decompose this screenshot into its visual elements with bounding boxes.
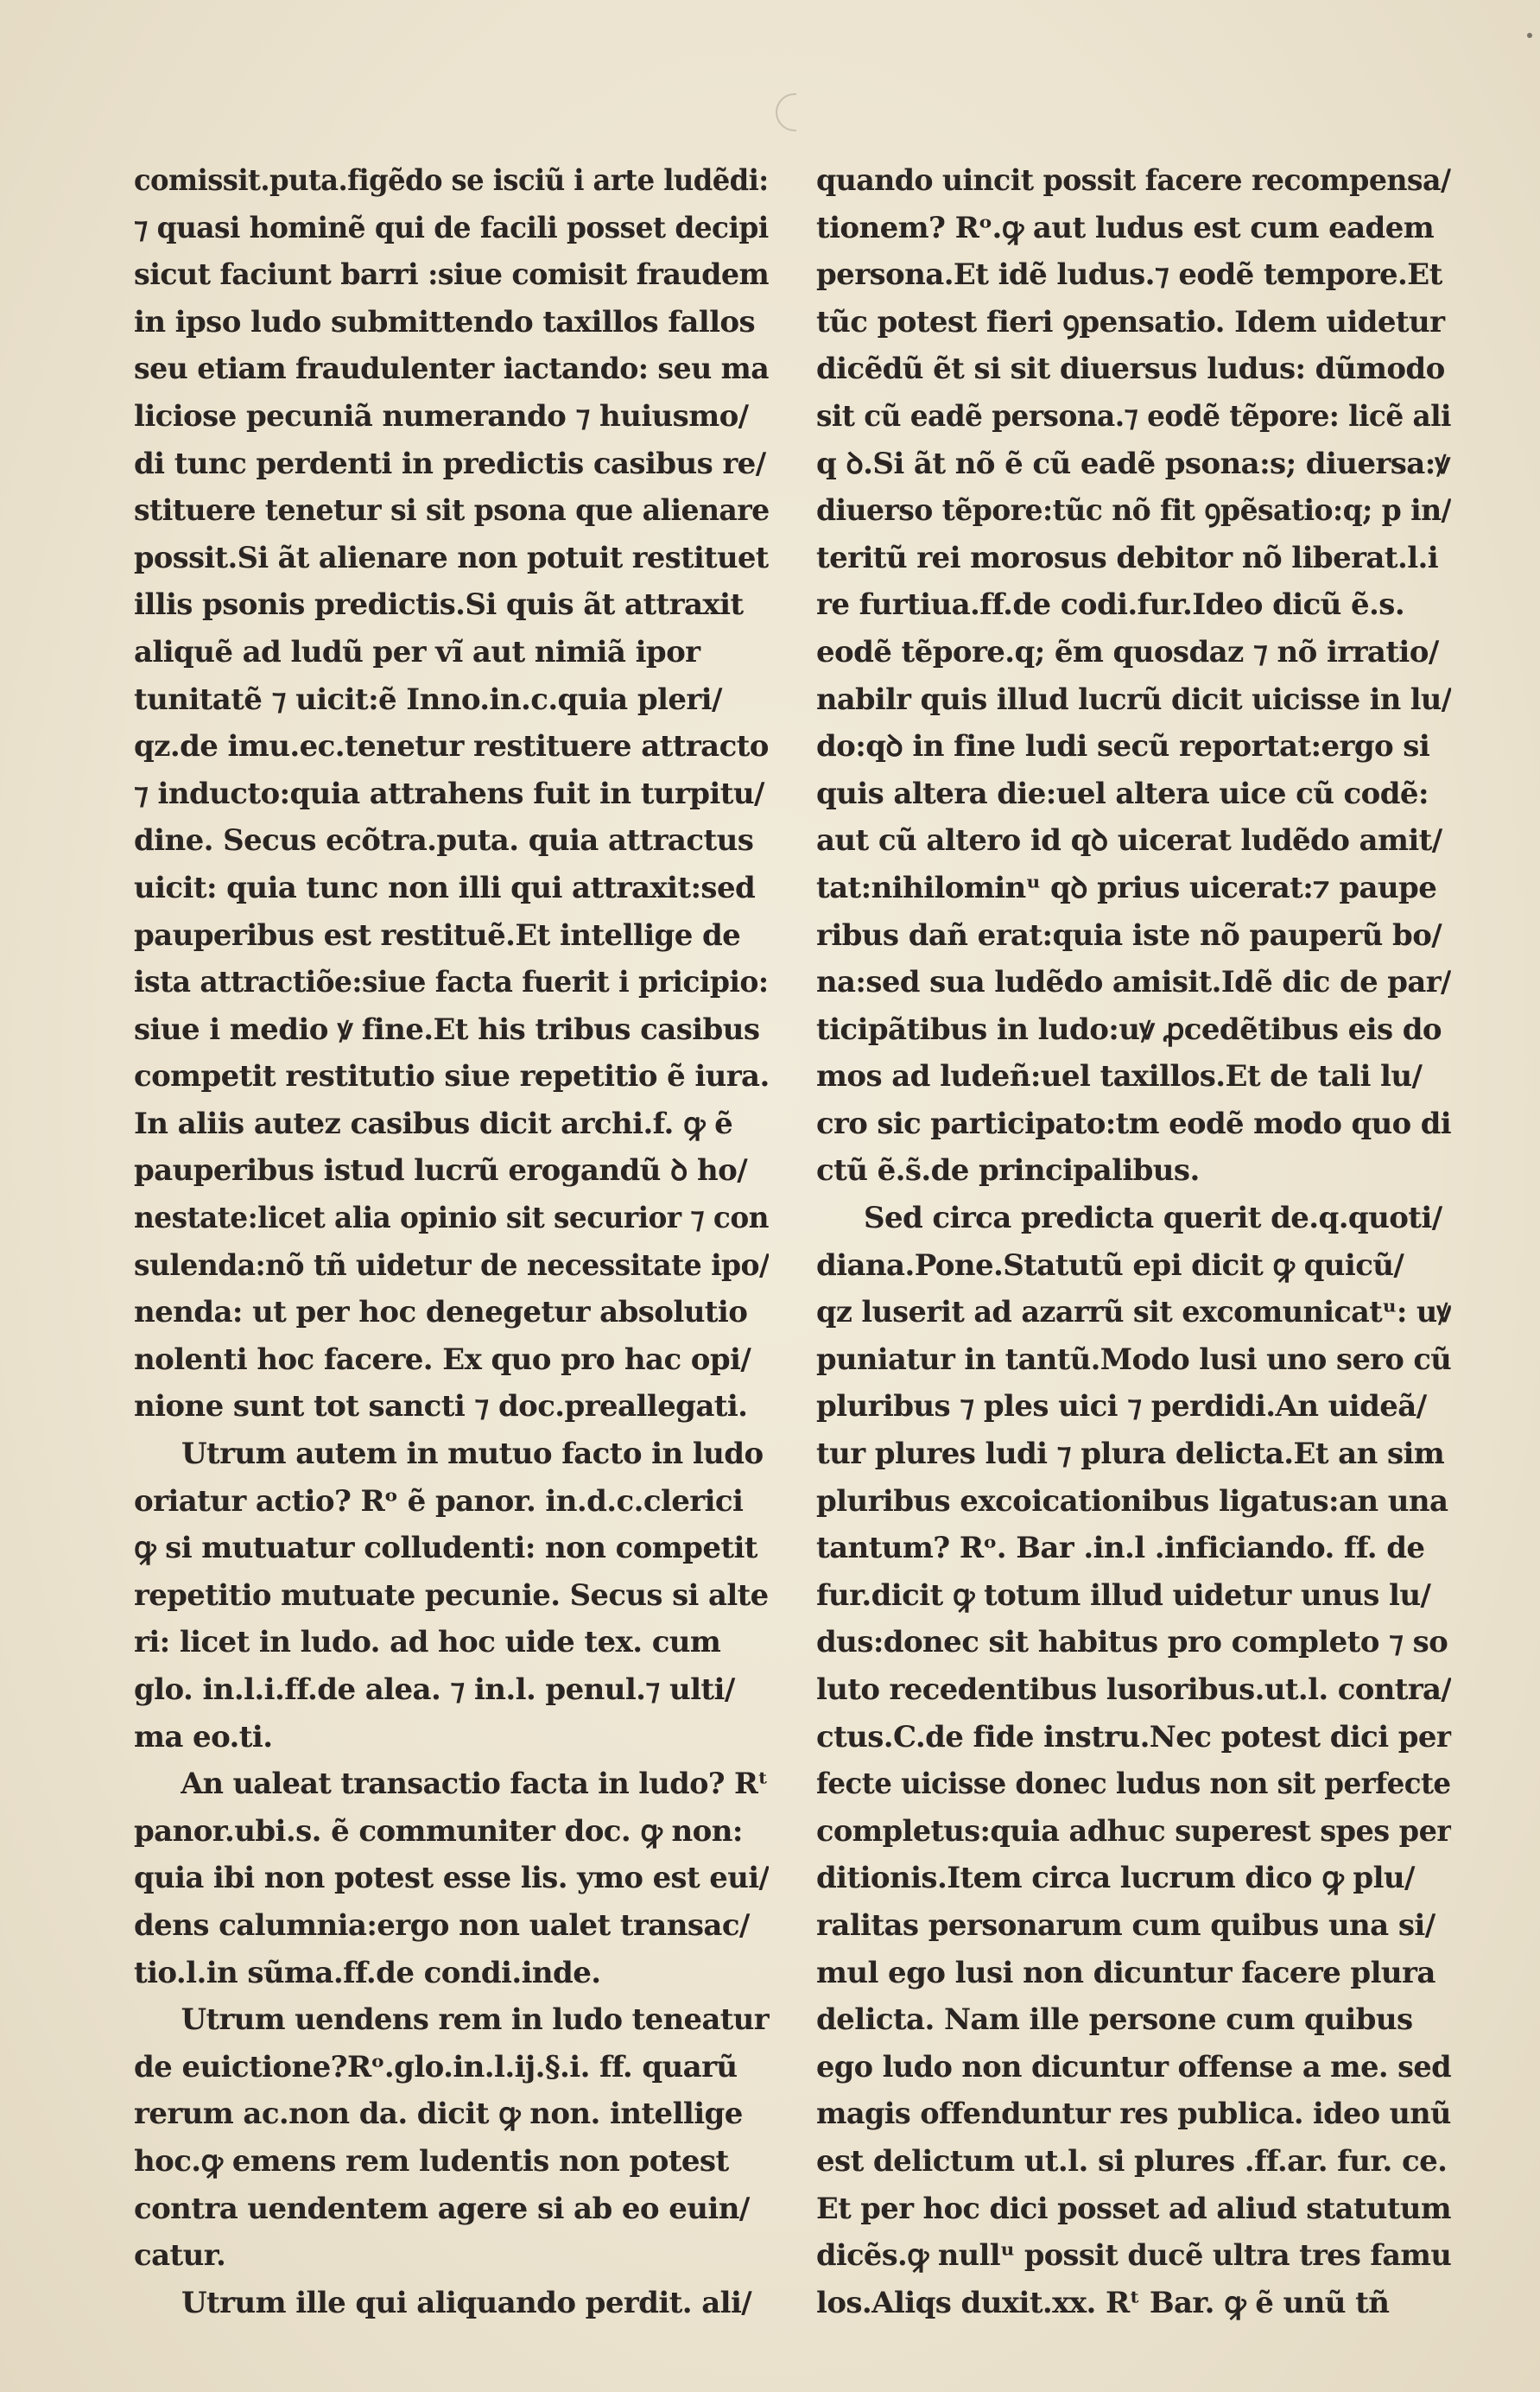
right-column-line: quis altera die:uel altera uice cũ codẽ: bbox=[816, 776, 1429, 811]
left-column-line: ri: licet in ludo. ad hoc uide tex. cum bbox=[134, 1625, 721, 1660]
right-column-line: ego ludo non dicuntur offense a me. sed bbox=[816, 2049, 1452, 2084]
right-column-line: Et per hoc dici posset ad aliud statutum bbox=[816, 2191, 1451, 2226]
left-column-line: qz.de imu.ec.tenetur restituere attracto bbox=[134, 729, 769, 765]
right-column-line: ctus.C.de fide instru.Nec potest dici per bbox=[816, 1719, 1452, 1754]
left-column-line: stituere tenetur si sit psona que alienare bbox=[134, 493, 770, 529]
left-column-line: tio.l.in sũma.ff.de condi.inde. bbox=[134, 1955, 601, 1990]
right-column-line: Sed circa predicta querit de.q.quoti/ bbox=[864, 1201, 1442, 1236]
right-column-line: aut cũ altero id qꝺ uicerat ludẽdo amit/ bbox=[816, 823, 1442, 859]
right-column-line: dicẽs.ꝙ nullᵘ possit ducẽ ultra tres famu bbox=[816, 2238, 1452, 2274]
right-column-line: tat:nihilominᵘ qꝺ prius uicerat:⁊ paupe bbox=[816, 870, 1437, 905]
right-column-line: qz luserit ad azarrũ sit excomunicatᵘ: uꝟ bbox=[816, 1295, 1451, 1330]
right-column-line: ditionis.Item circa lucrum dico ꝙ plu/ bbox=[816, 1861, 1415, 1896]
left-column-line: contra uendentem agere si ab eo euin/ bbox=[134, 2191, 750, 2226]
left-column-line: competit restitutio siue repetitio ẽ iura. bbox=[134, 1059, 770, 1094]
left-column-line: seu etiam fraudulenter iactando: seu ma bbox=[134, 352, 769, 387]
right-column-line: tantum? Rᵒ. Bar .in.l .inficiando. ff. de bbox=[816, 1531, 1425, 1566]
left-column-line: nolenti hoc facere. Ex quo pro hac opi/ bbox=[134, 1342, 751, 1377]
left-column-line: glo. in.l.i.ff.de alea. ⁊ in.l. penul.⁊ ulti/ bbox=[134, 1672, 735, 1707]
left-column-line: oriatur actio? Rᵒ ẽ panor. in.d.c.clerici bbox=[134, 1483, 744, 1519]
right-column-line: fecte uicisse donec ludus non sit perfecte bbox=[816, 1767, 1451, 1802]
right-column-line: cro sic participato:tm eodẽ modo quo di bbox=[816, 1106, 1452, 1141]
left-column-line: quia ibi non potest esse lis. ymo est eui/ bbox=[134, 1861, 770, 1896]
right-column-line: tionem? Rᵒ.ꝙ aut ludus est cum eadem bbox=[816, 210, 1435, 245]
left-column-line: In aliis autez casibus dicit archi.f. ꝙ ẽ bbox=[134, 1106, 733, 1141]
left-column-line: di tunc perdenti in predictis casibus re/ bbox=[134, 446, 766, 481]
right-column-line: puniatur in tantũ.Modo lusi uno sero cũ bbox=[816, 1342, 1452, 1377]
left-column-line: hoc.ꝙ emens rem ludentis non potest bbox=[134, 2143, 729, 2179]
right-column-line: pluribus ⁊ ples uici ⁊ perdidi.An uideã/ bbox=[816, 1389, 1427, 1424]
left-column-line: An ualeat transactio facta in ludo? Rᵗ bbox=[181, 1767, 769, 1802]
right-column-line: luto recedentibus lusoribus.ut.l. contra/ bbox=[816, 1672, 1452, 1707]
right-column-line: completus:quia adhuc superest spes per bbox=[816, 1813, 1452, 1849]
right-column-line: tũc potest fieri ꝯpensatio. Idem uidetur bbox=[816, 304, 1445, 339]
left-column-line: nione sunt tot sancti ⁊ doc.preallegati. bbox=[134, 1389, 748, 1424]
left-column-line: nenda: ut per hoc denegetur absolutio bbox=[134, 1295, 748, 1330]
left-column-line: rerum ac.non da. dicit ꝙ non. intellige bbox=[134, 2097, 743, 2132]
right-column-line: quando uincit possit facere recompensa/ bbox=[816, 163, 1451, 198]
right-column-line: ticipãtibus in ludo:uꝟ ꝓcedẽtibus eis do bbox=[816, 1012, 1442, 1047]
right-column-line: re furtiua.ff.de codi.fur.Ideo dicũ ẽ.s. bbox=[816, 587, 1405, 623]
left-column-line: liciose pecuniã numerando ⁊ huiusmo/ bbox=[134, 398, 749, 434]
left-column-line: de euictione?Rᵒ.glo.in.l.ij.§.i. ff. quarũ bbox=[134, 2049, 738, 2084]
left-column-line: nestate:licet alia opinio sit securior ⁊ con bbox=[134, 1201, 769, 1236]
left-column-line: pauperibus est restituẽ.Et intellige de bbox=[134, 917, 741, 953]
right-column-line: ralitas personarum cum quibus una si/ bbox=[816, 1907, 1435, 1943]
left-column-line: sicut faciunt barri :siue comisit fraudem bbox=[134, 257, 769, 293]
left-column-line: repetitio mutuate pecunie. Secus si alte bbox=[134, 1577, 769, 1613]
left-column-line: dens calumnia:ergo non ualet transac/ bbox=[134, 1907, 750, 1943]
left-column-line: dine. Secus ecõtra.puta. quia attractus bbox=[134, 823, 754, 859]
left-column-line: in ipso ludo submittendo taxillos fallos bbox=[134, 304, 756, 339]
left-column-line: possit.Si ãt alienare non potuit restituet bbox=[134, 540, 769, 575]
right-text-column bbox=[816, 157, 1451, 2326]
right-column-line: fur.dicit ꝙ totum illud uidetur unus lu/ bbox=[816, 1577, 1431, 1613]
left-column-line: illis psonis predictis.Si quis ãt attraxit bbox=[134, 587, 744, 623]
right-column-line: tur plures ludi ⁊ plura delicta.Et an sim bbox=[816, 1437, 1445, 1472]
right-column-line: dus:donec sit habitus pro completo ⁊ so bbox=[816, 1625, 1448, 1660]
left-column-line: aliquẽ ad ludũ per vĩ aut nimiã ipor bbox=[134, 634, 700, 669]
left-column-line: ista attractiõe:siue facta fuerit i pricipio: bbox=[134, 965, 769, 1000]
left-column-line: panor.ubi.s. ẽ communiter doc. ꝙ non: bbox=[134, 1813, 743, 1849]
right-column-line: diuerso tẽpore:tũc nõ fit ꝯpẽsatio:q; p in/ bbox=[816, 493, 1451, 529]
left-column-line: ma eo.ti. bbox=[134, 1719, 273, 1754]
left-column-line: ꝙ si mutuatur colludenti: non competit bbox=[134, 1531, 757, 1566]
margin-mark bbox=[776, 93, 796, 131]
right-column-line: persona.Et idẽ ludus.⁊ eodẽ tempore.Et bbox=[816, 257, 1442, 293]
right-column-line: diana.Pone.Statutũ epi dicit ꝙ quicũ/ bbox=[816, 1247, 1404, 1283]
right-column-line: eodẽ tẽpore.q; ẽm quosdaz ⁊ nõ irratio/ bbox=[816, 634, 1439, 669]
right-column-line: q ꝺ.Si ãt nõ ẽ cũ eadẽ psona:s; diuersa:ꝟ bbox=[816, 446, 1450, 481]
right-column-line: nabilr quis illud lucrũ dicit uicisse in lu/ bbox=[816, 682, 1452, 717]
left-text-column bbox=[134, 157, 769, 2326]
left-column-line: pauperibus istud lucrũ erogandũ ꝺ ho/ bbox=[134, 1153, 748, 1189]
left-column-line: Utrum autem in mutuo facto in ludo bbox=[181, 1437, 764, 1472]
left-column-line: catur. bbox=[134, 2238, 226, 2274]
right-column-line: pluribus excoicationibus ligatus:an una bbox=[816, 1483, 1448, 1519]
left-column-line: ⁊ inducto:quia attrahens fuit in turpitu/ bbox=[134, 776, 764, 811]
right-column-line: los.Aliqs duxit.xx. Rᵗ Bar. ꝙ ẽ unũ tñ bbox=[816, 2285, 1390, 2320]
right-column-line: dicẽdũ ẽt si sit diuersus ludus: dũmodo bbox=[816, 352, 1445, 387]
right-column-line: est delictum ut.l. si plures .ff.ar. fur. ce. bbox=[816, 2143, 1448, 2179]
right-column-line: magis offenduntur res publica. ideo unũ bbox=[816, 2097, 1451, 2132]
left-column-line: Utrum ille qui aliquando perdit. ali/ bbox=[181, 2285, 752, 2320]
left-column-line: siue i medio ꝟ fine.Et his tribus casibus bbox=[134, 1012, 760, 1047]
right-column-line: mul ego lusi non dicuntur facere plura bbox=[816, 1955, 1435, 1990]
left-column-line: tunitatẽ ⁊ uicit:ẽ Inno.in.c.quia pleri/ bbox=[134, 682, 722, 717]
right-column-line: ctũ ẽ.s̃.de principalibus. bbox=[816, 1153, 1200, 1189]
left-column-line: Utrum uendens rem in ludo teneatur bbox=[181, 2002, 769, 2038]
margin-dot bbox=[1527, 33, 1532, 38]
left-column-line: comissit.puta.figẽdo se isciũ i arte ludẽdi: bbox=[134, 163, 769, 198]
right-column-line: teritũ rei morosus debitor nõ liberat.l.i bbox=[816, 540, 1439, 575]
right-column-line: sit cũ eadẽ persona.⁊ eodẽ tẽpore: licẽ ali bbox=[816, 398, 1451, 434]
right-column-line: do:qꝺ in fine ludi secũ reportat:ergo si bbox=[816, 729, 1430, 765]
left-column-line: uicit: quia tunc non illi qui attraxit:sed bbox=[134, 870, 756, 905]
right-column-line: mos ad ludeñ:uel taxillos.Et de tali lu/ bbox=[816, 1059, 1423, 1094]
left-column-line: sulenda:nõ tñ uidetur de necessitate ipo/ bbox=[134, 1247, 770, 1283]
left-column-line: ⁊ quasi hominẽ qui de facili posset decipi bbox=[134, 210, 769, 245]
right-column-line: ribus dañ erat:quia iste nõ pauperũ bo/ bbox=[816, 917, 1442, 953]
right-column-line: delicta. Nam ille persone cum quibus bbox=[816, 2002, 1413, 2038]
right-column-line: na:sed sua ludẽdo amisit.Idẽ dic de par/ bbox=[816, 965, 1451, 1000]
